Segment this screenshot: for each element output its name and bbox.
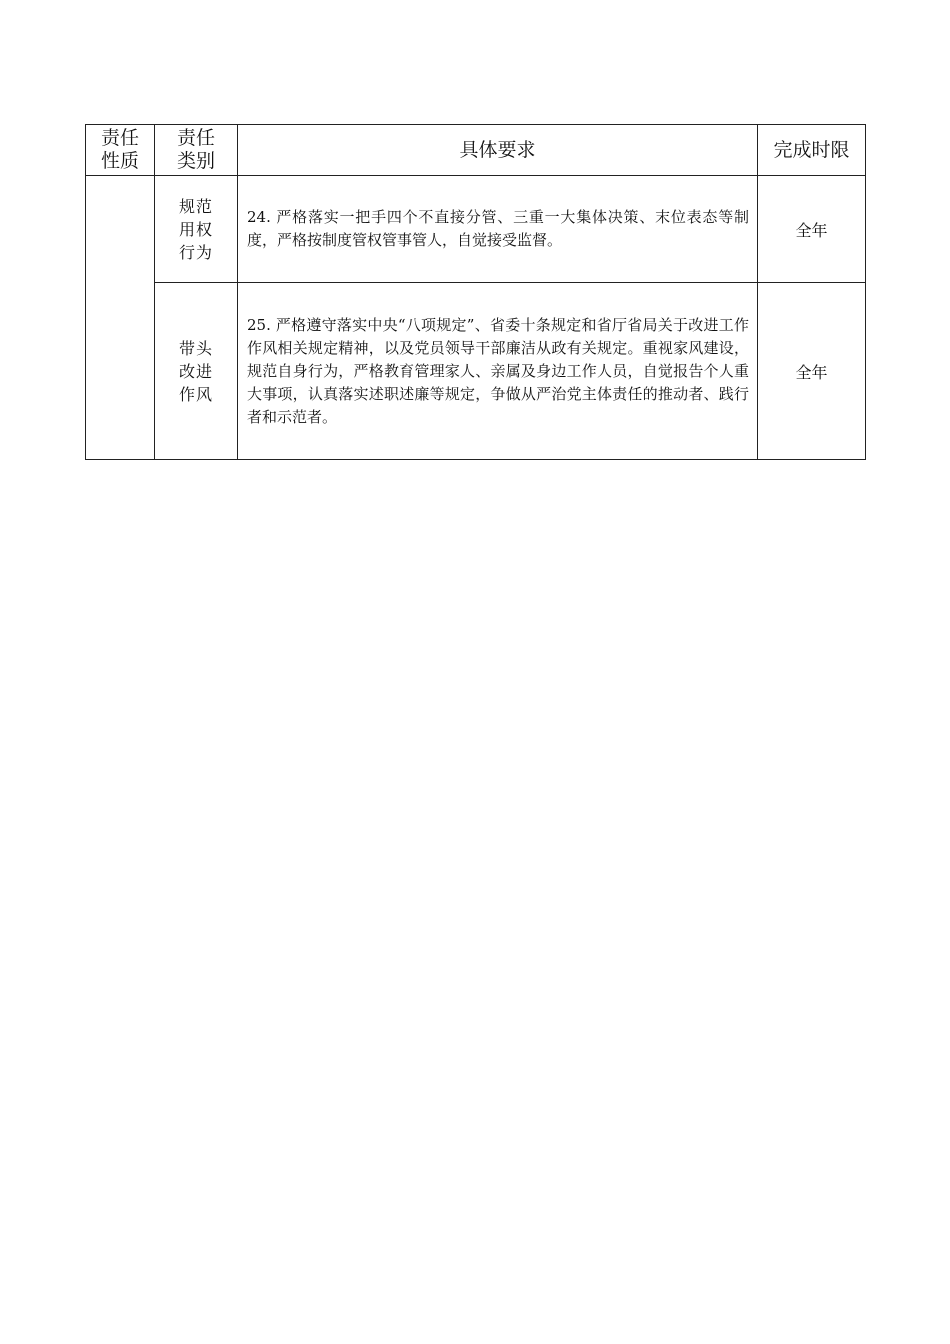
header-requirement: 具体要求 <box>238 125 758 176</box>
table-row <box>86 176 866 283</box>
header-deadline: 完成时限 <box>758 125 866 176</box>
category-line: 行为 <box>178 242 213 262</box>
header-nature <box>86 125 155 176</box>
header-category <box>155 125 238 176</box>
cell-category <box>155 176 238 283</box>
category-line: 用权 <box>178 219 213 239</box>
cell-nature <box>86 176 155 460</box>
category-line: 作风 <box>178 384 213 404</box>
cell-category <box>155 283 238 460</box>
cell-deadline: 全年 <box>758 283 866 460</box>
header-nature-line-2: 性质 <box>100 150 139 172</box>
cell-requirement: 24. 严格落实一把手四个不直接分管、三重一大集体决策、末位表态等制度，严格按制度管权管事管人，自觉接受监督。 <box>238 176 758 283</box>
table-row <box>86 283 866 460</box>
category-line: 改进 <box>178 361 213 381</box>
category-line: 规范 <box>178 196 213 216</box>
responsibility-table <box>85 124 866 460</box>
header-category-line-1: 责任 <box>176 127 215 149</box>
header-nature-line-1: 责任 <box>100 127 139 149</box>
category-line: 带头 <box>178 338 213 358</box>
table-header-row <box>86 125 866 176</box>
cell-requirement: 25. 严格遵守落实中央“八项规定”、省委十条规定和省厅省局关于改进工作作风相关规定精神，以及党员领导干部廉洁从政有关规定。重视家风建设，规范自身行为，严格教育管理家人、亲属及身边工作人员，自觉报告个人重大事项，认真落实述职述廉等规定，争做从严治党主体责任的推动者、践行者和示范者。 <box>238 283 758 460</box>
header-category-line-2: 类别 <box>176 150 215 172</box>
cell-deadline: 全年 <box>758 176 866 283</box>
